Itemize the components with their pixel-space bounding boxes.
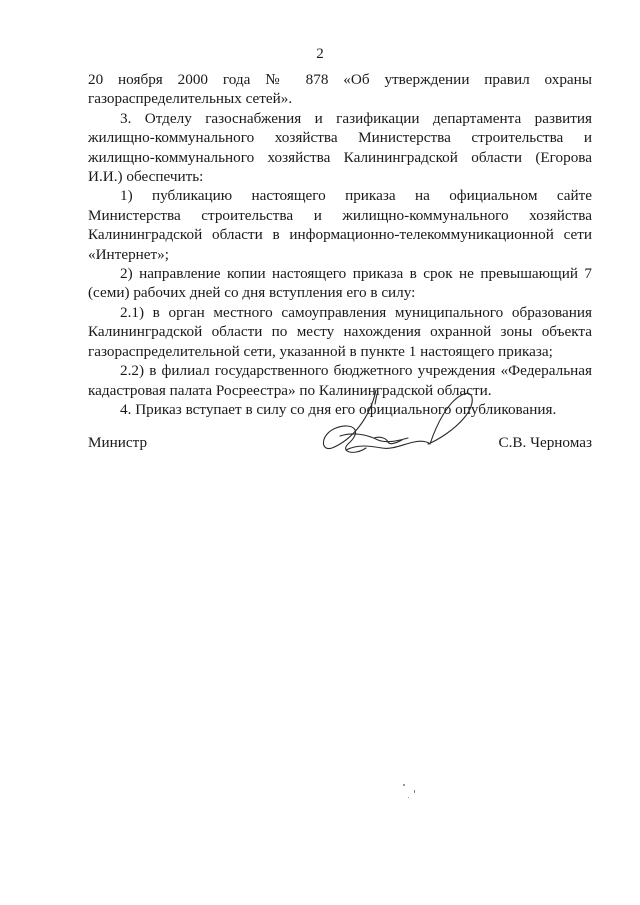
handwritten-signature <box>318 378 478 488</box>
page-number: 2 <box>316 46 324 62</box>
paragraph-item-4: 4. Приказ вступает в силу со дня его официального опубликования. <box>120 400 557 418</box>
paragraph-item-3-1: 1) публикацию настоящего приказа на официальном сайте Министерства строительства и жилищно-коммунального хозяйства Калининградской области в информационно-телекоммуникационной сети «Интернет»; <box>88 187 592 263</box>
paragraph-continuation: 20 ноября 2000 года № 878 «Об утверждении правил охраны газораспределительных сетей». <box>88 71 592 108</box>
scan-speck <box>414 790 415 793</box>
paragraph-item-2-2: 2.2) в филиал государственного бюджетного учреждения «Федеральная кадастровая палата Росреестра» по Калининградской области. <box>88 362 592 399</box>
signer-name: С.В. Черномаз <box>498 434 592 451</box>
paragraph-item-3: 3. Отделу газоснабжения и газификации департамента развития жилищно-коммунального хозяйства Министерства строительства и жилищно-коммунального хозяйства Калининградской области (Егорова И.И.) обеспечить: <box>88 109 592 186</box>
document-body <box>88 70 592 419</box>
scan-speck <box>403 784 405 786</box>
scan-speck <box>408 797 409 798</box>
signer-title: Министр <box>88 434 148 451</box>
paragraph-item-3-2: 2) направление копии настоящего приказа в срок не превышающий 7 (семи) рабочих дней со дня вступления его в силу: <box>88 265 592 302</box>
paragraph-item-2-1: 2.1) в орган местного самоуправления муниципального образования Калининградской области по месту нахождения охранной зоны объекта газораспределительной сети, указанной в пункте 1 настоящего приказа; <box>88 303 592 360</box>
